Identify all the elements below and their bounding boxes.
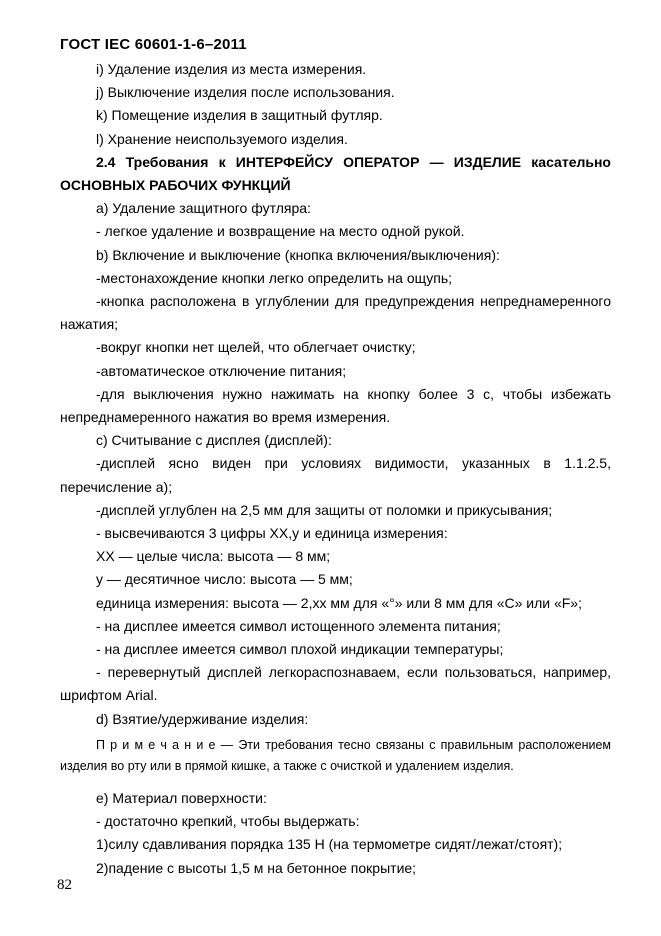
sub-item-2-drop: 2)падение с высоты 1,5 м на бетонное покрытие; <box>96 859 417 876</box>
bullet-inverted-display-line2: шрифтом Arial. <box>60 687 158 704</box>
bullet-button-location: -местонахождение кнопки легко определить на ощупь; <box>96 269 453 286</box>
list-item-j: j) Выключение изделия после использования. <box>96 84 395 101</box>
list-item-l: l) Хранение неиспользуемого изделия. <box>96 130 348 147</box>
list-item-e: е) Материал поверхности: <box>96 789 267 806</box>
list-item-k: k) Помещение изделия в защитный футляр. <box>96 107 383 124</box>
list-item-d: d) Взятие/удерживание изделия: <box>96 710 309 727</box>
spec-integer-digits: ХХ — целые числа: высота — 8 мм; <box>96 548 331 565</box>
bullet-three-digits: - высвечиваются 3 цифры ХХ,у и единица измерения: <box>96 525 448 542</box>
spec-decimal-digit: у — десятичное число: высота — 5 мм; <box>96 571 353 588</box>
bullet-press-3s-line1: -для выключения нужно нажимать на кнопку более 3 с, чтобы избежать <box>96 385 611 402</box>
bullet-display-visible-line2: перечисление а); <box>60 478 173 495</box>
section-heading-line2: ОСНОВНЫХ РАБОЧИХ ФУНКЦИЙ <box>60 177 291 194</box>
bullet-button-recess-line1: -кнопка расположена в углублении для предупреждения непреднамеренного <box>96 293 611 310</box>
page-number: 82 <box>57 877 72 893</box>
running-header: ГОСТ IEC 60601-1-6–2011 <box>60 36 247 53</box>
bullet-no-gaps: -вокруг кнопки нет щелей, что облегчает очистку; <box>96 339 416 356</box>
bullet-button-recess-line2: нажатия; <box>60 316 119 333</box>
bullet-inverted-display-line1: - перевернутый дисплей легкораспознаваем, если пользоваться, например, <box>96 664 611 681</box>
spec-unit-height: единица измерения: высота — 2,хх мм для «°» или 8 мм для «С» или «F»; <box>96 594 582 611</box>
note-line2: изделия во рту или в прямой кишке, а также с очисткой и удалением изделия. <box>60 758 514 773</box>
list-item-a: a) Удаление защитного футляра: <box>96 200 311 217</box>
list-item-i: i) Удаление изделия из места измерения. <box>96 61 367 77</box>
bullet-press-3s-line2: непреднамеренного нажатия во время измерения. <box>60 409 391 426</box>
document-body <box>60 58 611 880</box>
list-item-c: c) Считывание с дисплея (дисплей): <box>96 432 332 449</box>
bullet-easy-removal: - легкое удаление и возвращение на место одной рукой. <box>96 223 465 240</box>
section-heading-line1: 2.4 Требования к ИНТЕРФЕЙСУ ОПЕРАТОР — ИЗДЕЛИЕ касательно <box>96 153 611 170</box>
bullet-display-visible-line1: -дисплей ясно виден при условиях видимости, указанных в 1.1.2.5, <box>96 455 611 472</box>
note <box>60 735 611 777</box>
bullet-bad-temp-symbol: - на дисплее имеется символ плохой индикации температуры; <box>96 641 504 658</box>
bullet-battery-symbol: - на дисплее имеется символ истощенного элемента питания; <box>96 617 501 634</box>
note-line1: П р и м е ч а н и е — Эти требования тесно связаны с правильным расположением <box>96 737 611 752</box>
bullet-auto-poweroff: -автоматическое отключение питания; <box>96 362 347 379</box>
bullet-display-recessed: -дисплей углублен на 2,5 мм для защиты от поломки и прикусывания; <box>96 501 553 518</box>
bullet-strong-enough: - достаточно крепкий, чтобы выдержать: <box>96 813 360 830</box>
list-item-b: b) Включение и выключение (кнопка включения/выключения): <box>96 246 500 263</box>
sub-item-1-compression: 1)силу сдавливания порядка 135 Н (на термометре сидят/лежат/стоят); <box>96 836 563 853</box>
